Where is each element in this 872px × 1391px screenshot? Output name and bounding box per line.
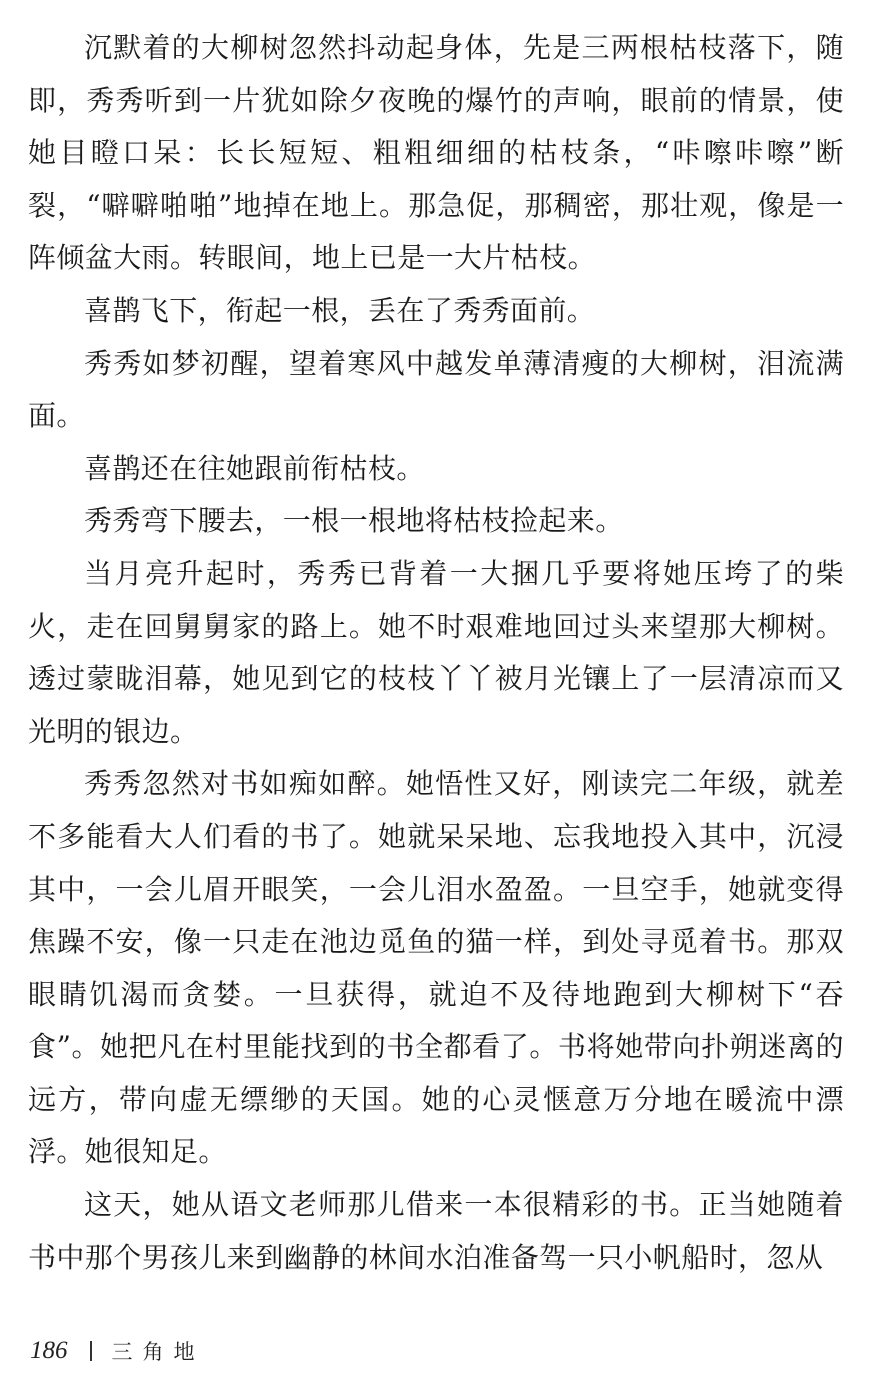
page-body — [28, 22, 844, 1284]
paragraph: 秀秀如梦初醒，望着寒风中越发单薄清瘦的大柳树，泪流满面。 — [28, 346, 844, 433]
paragraph: 当月亮升起时，秀秀已背着一大捆几乎要将她压垮了的柴火，走在回舅舅家的路上。她不时艰难地回过头来望那大柳树。透过蒙眬泪幕，她见到它的枝枝丫丫被月光镶上了一层清凉而又光明的银边。 — [28, 556, 844, 748]
paragraph: 这天，她从语文老师那儿借来一本很精彩的书。正当她随着书中那个男孩儿来到幽静的林间水泊准备驾一只小帆船时，忽从 — [28, 1188, 844, 1274]
page-number: 186 — [30, 1337, 68, 1364]
running-title: 三角地 — [111, 1340, 205, 1364]
paragraph: 喜鹊还在往她跟前衔枯枝。 — [84, 451, 425, 485]
paragraph: 喜鹊飞下，衔起一根，丢在了秀秀面前。 — [84, 293, 596, 327]
paragraph: 沉默着的大柳树忽然抖动起身体，先是三两根枯枝落下，随即，秀秀听到一片犹如除夕夜晚的爆竹的声响，眼前的情景，使她目瞪口呆：长长短短、粗粗细细的枯枝条，“咔嚓咔嚓”断裂，“噼噼啪啪”地掉在地上。那急促，那稠密，那壮观，像是一阵倾盆大雨。转眼间，地上已是一大片枯枝。 — [28, 31, 844, 275]
page-footer — [30, 1333, 205, 1369]
paragraph: 秀秀弯下腰去，一根一根地将枯枝捡起来。 — [84, 504, 624, 538]
footer-divider — [90, 1341, 92, 1361]
paragraph: 秀秀忽然对书如痴如醉。她悟性又好，刚读完二年级，就差不多能看大人们看的书了。她就呆呆地、忘我地投入其中，沉浸其中，一会儿眉开眼笑，一会儿泪水盈盈。一旦空手，她就变得焦躁不安，像一只走在池边觅鱼的猫一样，到处寻觅着书。那双眼睛饥渴而贪婪。一旦获得，就迫不及待地跑到大柳树下“吞食”。她把凡在村里能找到的书全都看了。书将她带向扑朔迷离的远方，带向虚无缥缈的天国。她的心灵惬意万分地在暖流中漂浮。她很知足。 — [28, 767, 844, 1169]
